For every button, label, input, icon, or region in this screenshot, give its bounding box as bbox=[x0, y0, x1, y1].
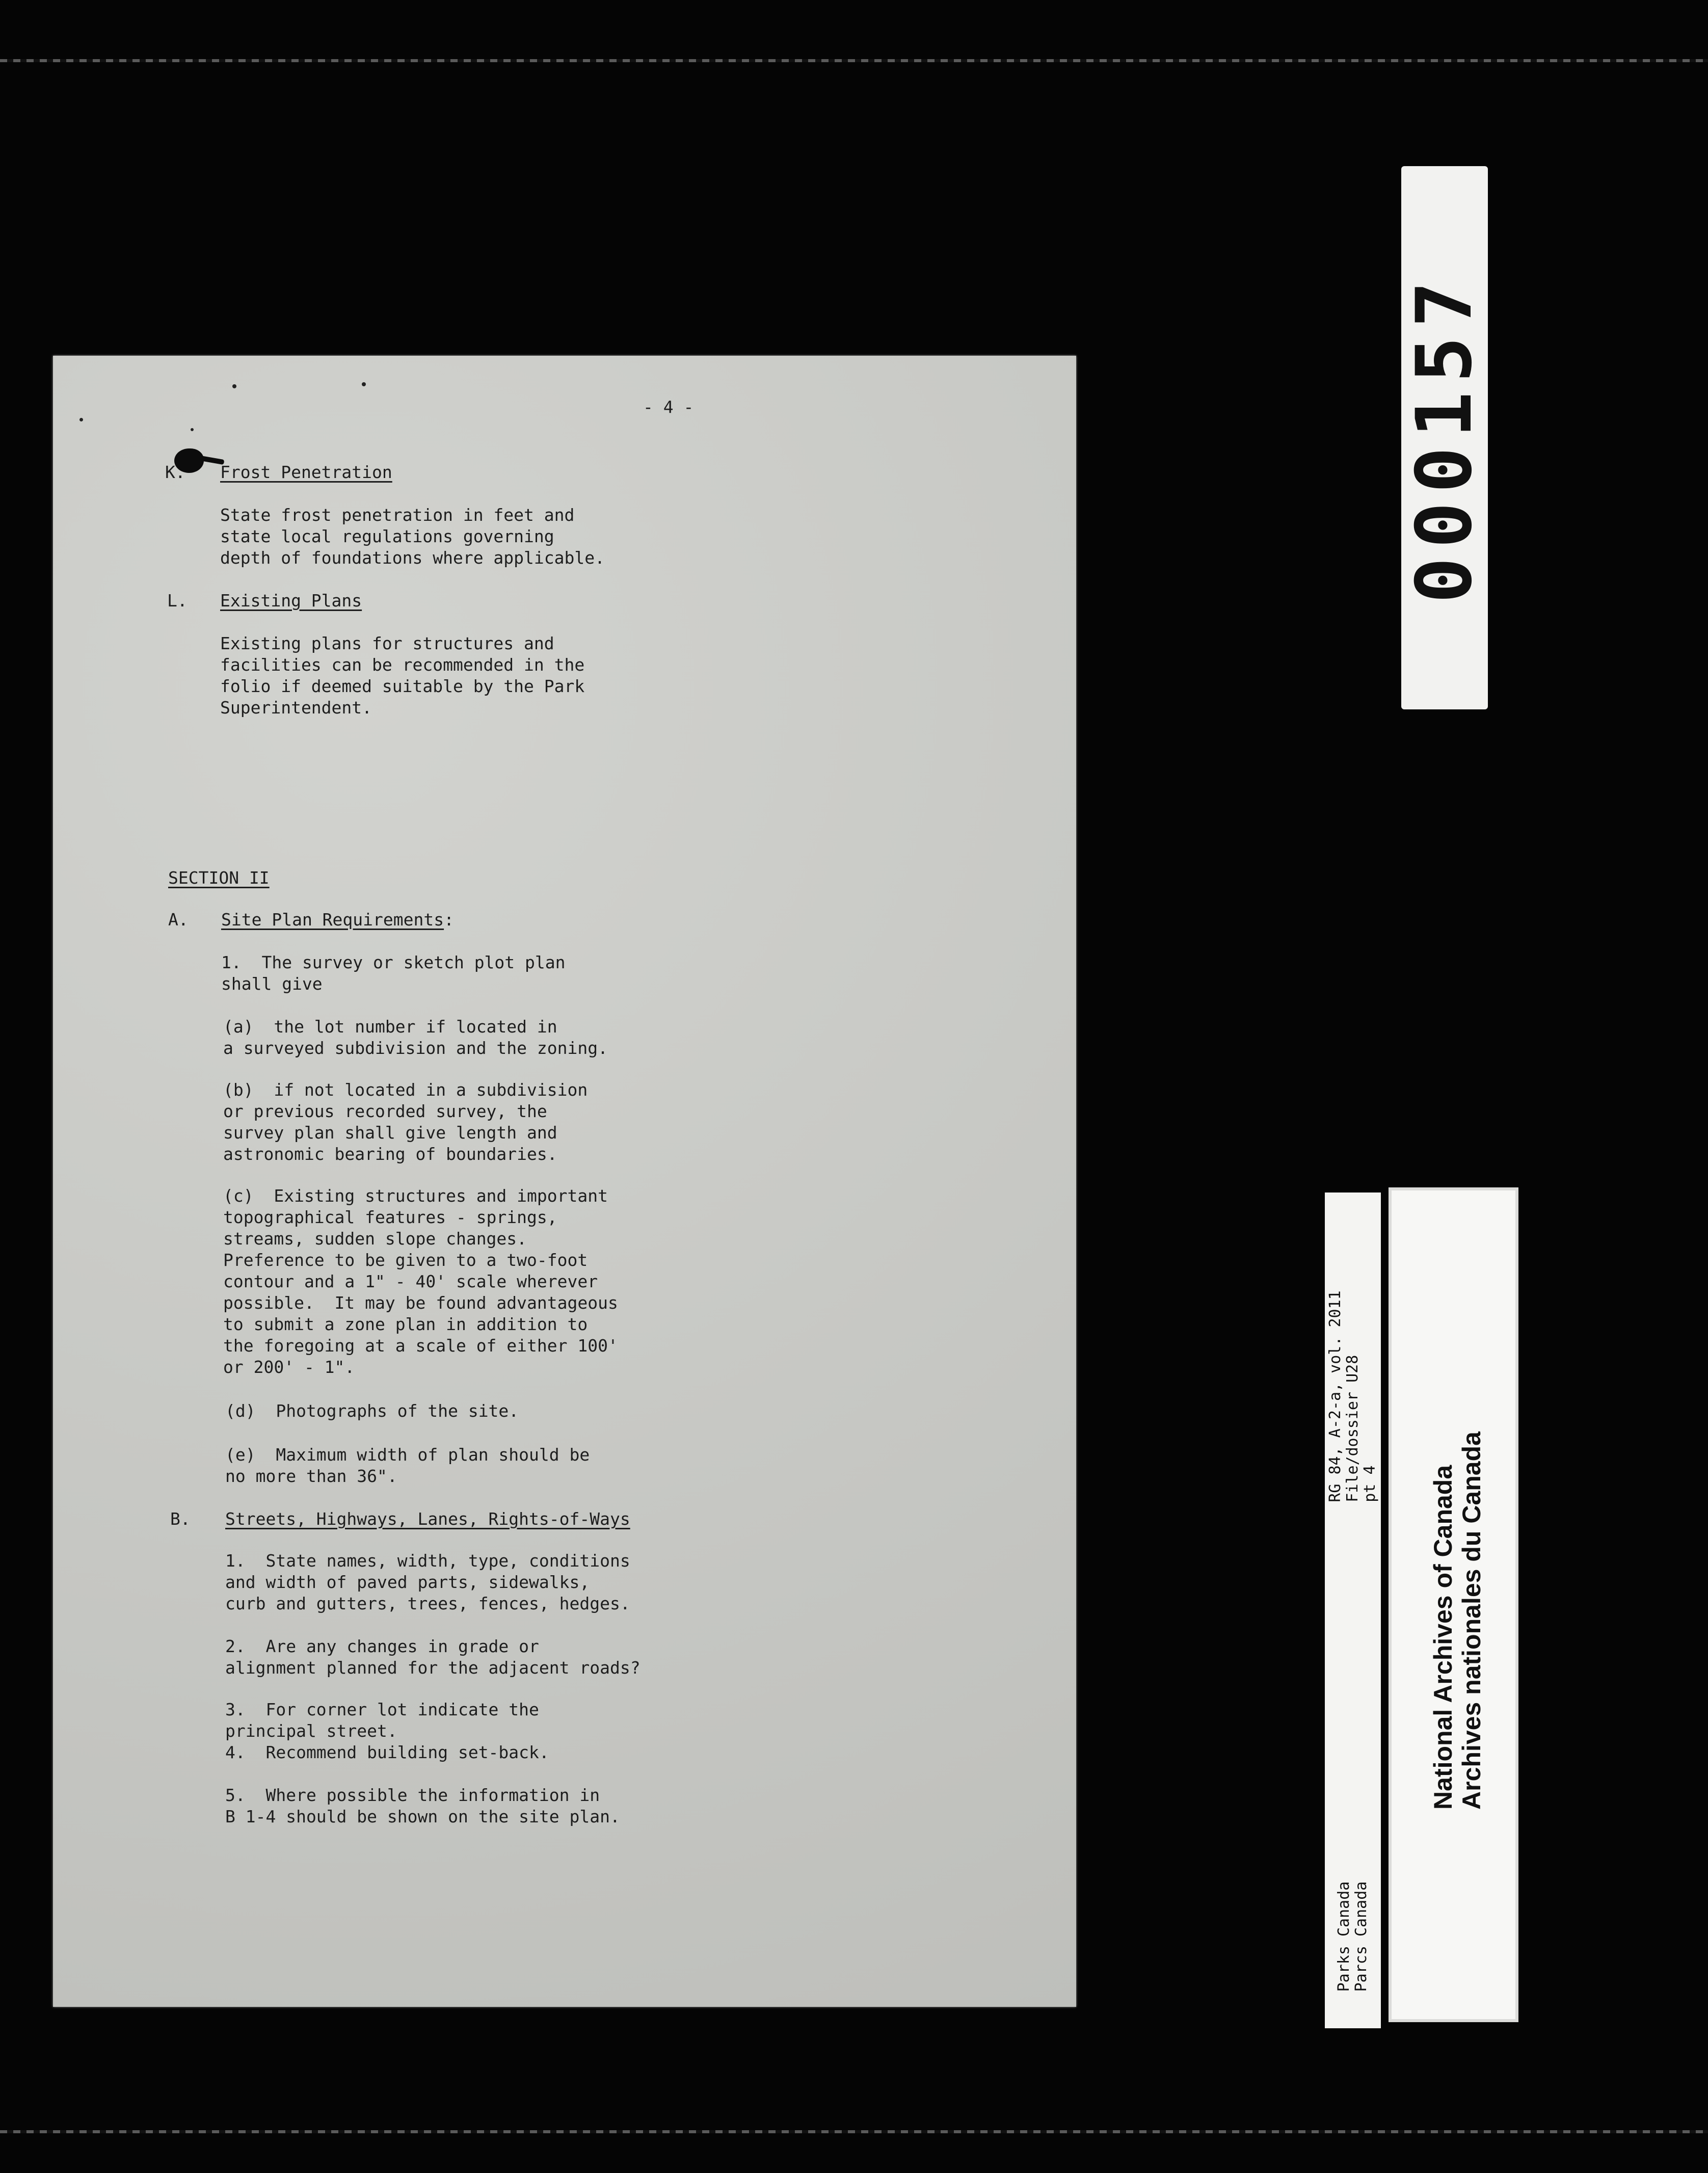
section-a-para-e: (e) Maximum width of plan should be no more than 36". bbox=[225, 1445, 590, 1486]
section-a-heading-suffix: : bbox=[444, 910, 454, 930]
speck bbox=[79, 418, 83, 421]
item-l-heading: Existing Plans bbox=[220, 591, 362, 611]
item-k-letter: K. bbox=[165, 462, 185, 482]
section-b-heading: Streets, Highways, Lanes, Rights-of-Ways bbox=[225, 1509, 630, 1529]
section-a-para-a: (a) the lot number if located in a surveyed subdivision and the zoning. bbox=[223, 1017, 608, 1058]
section-b-para-2: 2. Are any changes in grade or alignment planned for the adjacent roads? bbox=[225, 1636, 640, 1678]
speck bbox=[232, 384, 236, 388]
speck bbox=[362, 382, 366, 386]
section-a-heading-line bbox=[221, 909, 454, 931]
frame-number: 000157 bbox=[1400, 272, 1489, 603]
section-b-para-4: 4. Recommend building set-back. bbox=[225, 1742, 549, 1762]
section-b-letter: B. bbox=[170, 1509, 191, 1529]
speck bbox=[191, 428, 194, 431]
item-l-letter: L. bbox=[167, 591, 188, 611]
section-b-para-5: 5. Where possible the information in B 1-4 should be shown on the site plan. bbox=[225, 1785, 620, 1826]
film-edge-top bbox=[0, 59, 1708, 62]
section-a-letter: A. bbox=[168, 910, 189, 930]
item-l-body: Existing plans for structures and facilities can be recommended in the folio if deemed suitable by the Park Superintendent. bbox=[220, 633, 585, 718]
agency-label: Parks Canada Parcs Canada bbox=[1335, 1881, 1370, 1992]
section-b-para-3: 3. For corner lot indicate the principal street. bbox=[225, 1700, 539, 1741]
document-page bbox=[53, 356, 1076, 2007]
archival-reference: RG 84, A-2-a, vol. 2011 File/dossier U28 pt 4 bbox=[1326, 1290, 1379, 1502]
page-number: - 4 - bbox=[643, 397, 694, 417]
film-edge-bottom bbox=[0, 2130, 1708, 2133]
item-k-heading: Frost Penetration bbox=[220, 462, 392, 482]
section-a-heading: Site Plan Requirements bbox=[221, 910, 444, 930]
section-a-para-1: 1. The survey or sketch plot plan shall give bbox=[221, 952, 566, 994]
section-b-para-1: 1. State names, width, type, conditions and width of paved parts, sidewalks, curb and gutters, trees, fences, hedges. bbox=[225, 1551, 630, 1613]
section-a-para-d: (d) Photographs of the site. bbox=[225, 1401, 519, 1421]
section-a-para-b: (b) if not located in a subdivision or previous recorded survey, the survey plan shall give length and astronomic bearing of boundaries. bbox=[223, 1080, 588, 1164]
section-title: SECTION II bbox=[168, 868, 270, 888]
section-a-para-c: (c) Existing structures and important topographical features - springs, streams, sudden slope changes. Preference to be given to a two-foot contour and a 1" - 40' scale wherever possible. It may be found advantageous to submit a zone plan in addition to the foregoing at a scale of either 100' or 200' - 1". bbox=[223, 1186, 618, 1377]
archive-name: National Archives of Canada Archives nationales du Canada bbox=[1429, 1432, 1486, 1810]
item-k-body: State frost penetration in feet and state local regulations governing depth of foundations where applicable. bbox=[220, 505, 605, 568]
